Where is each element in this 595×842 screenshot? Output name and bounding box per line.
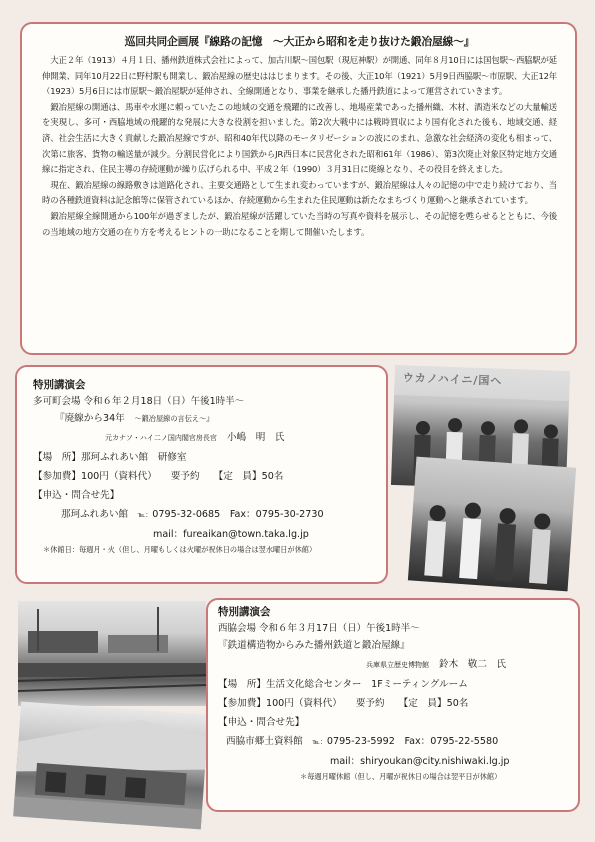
lecture-speaker: [33, 428, 386, 448]
mail-label: mail：: [153, 529, 184, 540]
intro-paragraph: 大正２年（1913）４月１日、播州鉄道株式会社によって、加古川駅～国包駅（現厄神駅）が開通、同年８月10日には国包駅～西脇駅が延伸開業、同年10月22日に野村駅も開業し、鍛冶屋線の歴史ははじまります。その後、大正10年（1921）5月9日西脇駅～市原駅、大正12年（1923）5月6日には市原駅～鍛冶屋駅が延伸され、全線開通となり、事業を継承した播丹鉄道によって運営されていきます。: [42, 55, 557, 97]
reservation-required: 要予約: [170, 471, 200, 482]
contact-phone-row: [33, 505, 386, 525]
exhibition-intro-panel: [20, 22, 577, 355]
capacity-label: 【定 員】: [213, 471, 262, 482]
tel-number: 0795-32-0685: [152, 509, 221, 520]
lecture-topic: 『鉄道構造物からみた播州鉄道と鍛冶屋線』: [218, 640, 410, 651]
closed-days-note: ＊毎週月曜休館（但し、月曜が祝休日の場合は翌平日が休館）: [300, 772, 502, 781]
fax-label: Fax：: [404, 736, 431, 747]
contact-organization: 那珂ふれあい館: [61, 509, 129, 520]
intro-paragraph: 現在、鍛冶屋線の線路敷きは道路化され、主要交通路として生まれ変わっていますが、鍛冶屋線は人々の記憶の中で走り続けており、当時の各種鉄道資料は記念館等に保管されているほか、存続運動から生まれた住民運動は新たなまちづくり運動へと継承されています。: [42, 179, 557, 206]
photo-station-yard: [18, 601, 206, 706]
contact-label: 【申込・問合せ先】: [218, 717, 305, 728]
lecture-topic-sub: ～鍛冶屋線の言伝え～』: [134, 414, 214, 423]
fee-label: 【参加費】: [33, 471, 81, 482]
photo-station-building: [13, 702, 209, 830]
exhibition-title: 巡回共同企画展『線路の記憶 ～大正から昭和を走り抜けた鍛冶屋線～』: [124, 35, 475, 48]
lecture-topic-main: 『廃線から34年: [55, 413, 125, 424]
lecture-topic: [33, 409, 386, 428]
fax-label: Fax：: [229, 509, 256, 520]
contact-organization: 西脇市郷土資料館: [226, 736, 303, 747]
tel-label: ℡：: [137, 511, 153, 519]
intro-paragraph: 鍛冶屋線の開通は、馬車や水運に頼っていたこの地域の交通を飛躍的に改善し、地場産業であった播州織、木材、酒造米などの大量輸送を実現し、多可・西脇地域の飛躍的な発展に大きな役割を担いました。第2次大戦中には戦時買収により国有化された後も、地域交通、経済、社会生活に大きく貢献した鍛冶屋線ですが、昭和40年代以降のモータリゼーションの波にのまれ、急激な社会経済の変化も相まって、次第に旅客、貨物の輸送量が減少。分割民営化により国鉄からJR西日本に民営化された昭和61年（1986）、第3次廃止対象区特定地方交通線に指定され、住民主導の存続運動が繰り広げられる中、平成２年（1990）３月31日に廃線となり、その役目を終えました。: [42, 101, 557, 175]
lecture-heading: 特別講演会: [218, 606, 271, 618]
place-label: 【場 所】: [33, 452, 81, 463]
contact-mail-row: [218, 752, 578, 771]
speaker-name: 小嶋 明 氏: [226, 432, 285, 443]
mail-address[interactable]: fureaikan@town.taka.lg.jp: [183, 529, 309, 540]
lecture-place: [218, 675, 578, 694]
place-label: 【場 所】: [218, 679, 266, 690]
photo-banner-text: ウカノハイニ/国へ: [402, 371, 503, 388]
lecture-heading: 特別講演会: [33, 379, 86, 391]
fax-number: 0795-22-5580: [430, 736, 499, 747]
intro-paragraph: 鍛冶屋線全線開通から100年が過ぎましたが、鍛冶屋線が活躍していた当時の写真や資料を展示し、その記憶を甦らせるとともに、今後の当地域の地方交通の在り方を考えるヒントの一助になることを期して開催いたします。: [42, 210, 557, 237]
mail-address[interactable]: shiryoukan@city.nishiwaki.lg.jp: [360, 756, 510, 767]
contact-mail-row: [33, 525, 386, 544]
photo-crowd-celebration: [408, 457, 576, 592]
fee-value: 100円（資料代）: [80, 471, 157, 482]
tel-number: 0795-23-5992: [326, 736, 395, 747]
capacity-label: 【定 員】: [398, 698, 447, 709]
place-value: 生活文化総合センター 1Fミーティングルーム: [265, 679, 468, 690]
lecture-fee-row: [33, 467, 386, 486]
lecture-speaker: [218, 655, 578, 675]
lecture-fee-row: [218, 694, 578, 713]
capacity-value: 50名: [261, 471, 284, 482]
place-value: 那珂ふれあい館 研修室: [80, 452, 187, 463]
lecture-place: [33, 448, 386, 467]
lecture-venue-date: 西脇会場 令和６年３月17日（日）午後1時半～: [218, 623, 420, 634]
lecture-tako-panel: [15, 365, 388, 584]
lecture-venue-date: 多可町会場 令和６年２月18日（日）午後1時半～: [33, 396, 245, 407]
contact-phone-row: [218, 732, 578, 752]
fee-label: 【参加費】: [218, 698, 266, 709]
photo-station-building-scene: [13, 702, 209, 830]
speaker-organization: 元カナソ・ハイ二ノ国内閣官房長官: [105, 434, 217, 442]
fax-number: 0795-30-2730: [255, 509, 324, 520]
lecture-nishiwaki-panel: [206, 598, 580, 812]
closed-days-note: ＊休館日：毎週月・火（但し、月曜もしくは火曜が祝休日の場合は翌水曜日が休館）: [43, 545, 317, 554]
photo-people-figures: [408, 457, 576, 592]
mail-label: mail：: [330, 756, 361, 767]
fee-value: 100円（資料代）: [265, 698, 342, 709]
speaker-name: 鈴木 敬二 氏: [439, 659, 507, 670]
photo-station-scene: [18, 601, 206, 706]
reservation-required: 要予約: [355, 698, 385, 709]
speaker-organization: 兵庫県立歴史博物館: [366, 661, 429, 669]
contact-label: 【申込・問合せ先】: [33, 490, 120, 501]
tel-label: ℡：: [312, 738, 327, 746]
capacity-value: 50名: [446, 698, 469, 709]
